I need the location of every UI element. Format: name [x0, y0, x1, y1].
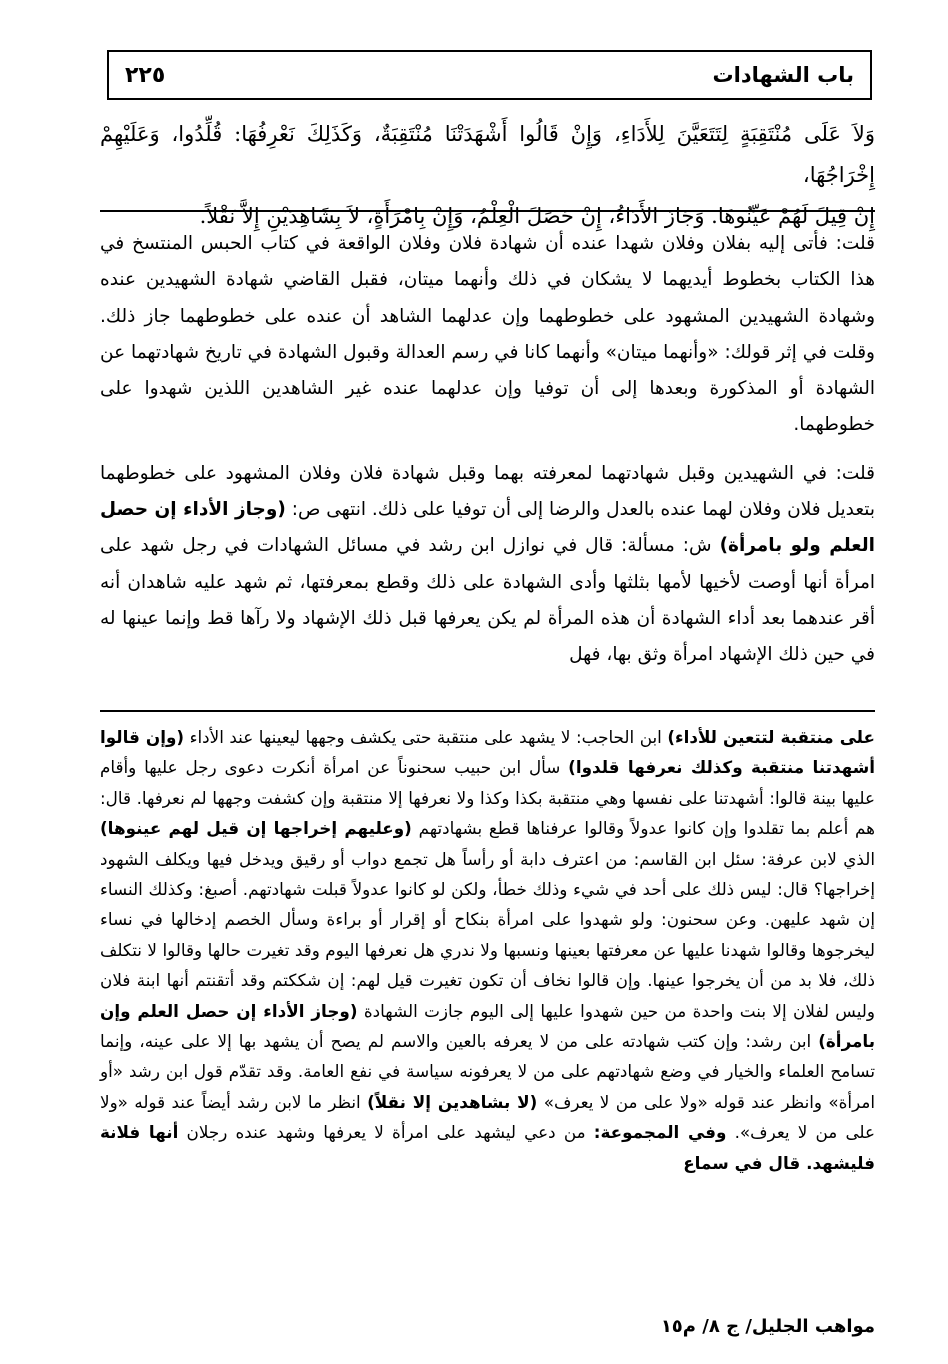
quoted-matn: (وإن قالوا أشهدتنا منتقبة وكذلك نعرفها قلدوا): [100, 727, 875, 778]
commentary-text-run: قلت: في الشهيدين وقبل شهادتهما لمعرفته بهما وقبل شهادة فلان وفلان المشهود على خطوطهما بتعديل فلان وفلان لهما عنده بالعدل والرضا إلى أن توفيا على ذلك. انتهى ص:: [100, 462, 875, 521]
section-divider: [100, 210, 875, 212]
footnote-text-run: من دعي ليشهد على امرأة لا يعرفها وشهد عنده رجلان: [178, 1122, 594, 1143]
page-header: [107, 50, 872, 100]
footnote-text-run: ابن رشد: وإن كتب شهادته على من لا يعرفه بالعين والاسم لم يصح أن يشهد بها إلا على عينه، وإنما تسامح العلماء والخيار في وضع شهادتهم على من لا يعرفونه سياسة في نفع العامة. وقد تقدّم قول ابن رشد «أو امرأة» وانظر عند قوله «ولا على من لا يعرف»: [100, 1031, 876, 1112]
quoted-matn: (وعليهم إخراجها إن قيل لهم عينوها): [100, 818, 412, 839]
page-signature: مواهب الجليل/ ج ٨/ م١٥: [660, 1316, 875, 1337]
quoted-matn: وفي المجموعة:: [593, 1122, 727, 1143]
chapter-title: باب الشهادات: [712, 63, 854, 87]
commentary-text: [100, 226, 875, 674]
page-number: ٢٢٥: [125, 62, 166, 88]
section-divider: [100, 710, 875, 712]
quoted-matn: (لا بشاهدين إلا نقلاً): [367, 1091, 538, 1112]
commentary-paragraph: قلت: فأتى إليه بفلان وفلان شهدا عنده أن شهادة فلان وفلان الواقعة في كتاب الحبس المنتسخ في هذا الكتاب بخطوط أيديهما لا يشكان في ذلك وأنهما ميتان، فقبل القاضي شهادة الشهيدين عنده وشهادة الشهيدين المشهود على خطوطهما وإن عدلهما الشاهد أن عنده على خطوطهما جاز ذلك. وقلت في إثر قولك: «وأنهما ميتان» وأنهما كانا في رسم العدالة وقبول الشهادة في تاريخ شهادتهما عن الشهادة أو المذكورة وبعدها إلى أن توفيا وإن عدلهما عنده غير الشاهدين اللذين شهدوا على خطوطهما.: [100, 233, 875, 436]
matn-line: وَلاَ عَلَى مُنْتَقِبَةٍ لِتَتَعَيَّنَ لِلأَدَاءِ، وَإِنْ قَالُوا أَشْهَدَتْنَا مُنْتَقِبَةٌ، وَكَذَلِكَ نَعْرِفُهَا: قُلِّدُوا، وَعَلَيْهِمْ إِخْرَاجُهَا،: [100, 122, 875, 187]
quoted-matn: على منتقبة لتتعين للأداء): [667, 727, 875, 747]
matn-text: [100, 114, 875, 237]
footnote-text-run: ابن الحاجب: لا يشهد على منتقبة حتى يكشف وجهها ليعينها عند الأداء: [184, 727, 668, 747]
matn-line: إِنْ قِيلَ لَهُمْ عَيِّنُوهَا. وَجَازَ الأَدَاءُ، إِنْ حَصَلَ الْعِلْمُ، وَإِنْ بِامْرَأَةٍ، لاَ بِشَاهِدَيْنِ إِلاَّ نَقْلاً.: [199, 204, 875, 228]
footnote-text-run: الذي لابن عرفة: سئل ابن القاسم: من اعترف دابة أو رأساً هل تجمع دواب أو رقيق ويدخل فيها ويكلف الشهود إخراجها؟ قال: ليس ذلك على أحد في شيء وذلك خطأ، ولكن لو كانوا عدولاً قبلت شهادتهم. أصبغ: وكذلك النساء إن شهد عليهن. وعن سحنون: ولو شهدوا على امرأة بنكاح أو إقرار أو براءة وسأل الخصم إدخالها في نساء ليخرجوها وقالوا شهدنا عليها عن معرفتها بعينها ونسبها ولا ندري هل نعرفها اليوم وقد تغيرت حالها وقالوا لا نتكلف ذلك، فلا بد من أن يخرجوا عينها. وإن قالوا نخاف أن تكون تغيرت قيل لهم: إن شككتم وقد أتقنتم أنها ابنة فلان وليس لفلان إلا بنت واحدة من حين شهدوا عليها إلى اليوم جازت الشهادة: [100, 848, 875, 1021]
commentary-paragraph: [100, 456, 875, 674]
quoted-matn: (وجاز الأداء إن حصل العلم ولو بامرأة): [100, 499, 875, 557]
footnote-text-run: سأل ابن حبيب سحنوناً عن امرأة أنكرت دعوى رجل عليها وأقام عليها بينة قالوا: أشهدتنا على نفسها وهي منتقبة بكذا وكذا ولا نعرفها إلا منتقبة وإن كشفت وجهها لم نعرفها. قال: هم أعلم بما تقلدوا وإن كانوا عدولاً وقالوا عرفناها قطع بشهادتهم: [100, 757, 875, 839]
quoted-matn: (وجاز الأداء إن حصل العلم وإن بامرأة): [100, 1000, 875, 1052]
quoted-matn: أنها فلانة فليشهد. قال في سماع: [100, 1122, 875, 1173]
commentary-text-run: ش: مسألة: قال في نوازل ابن رشد في مسائل الشهادات في رجل شهد على امرأة أنها أوصت لأخيها لأمها بثلثها وأدى الشهادة على ذلك وقطع بمعرفتها، ثم شهد عليه شاهدان أنه أقر عندهما بعد أداء الشهادة أن هذه المرأة لم يكن يعرفها قبل ذلك الإشهاد ولا رآها قط وإنما عينها له في حين ذلك الإشهاد امرأة وثق بها، فهل: [100, 535, 875, 666]
footnote-text: [100, 722, 875, 1178]
footnote-paragraph: [100, 722, 875, 1178]
footnote-text-run: انظر ما لابن رشد أيضاً عند قوله «ولا على من لا يعرف».: [100, 1091, 876, 1143]
